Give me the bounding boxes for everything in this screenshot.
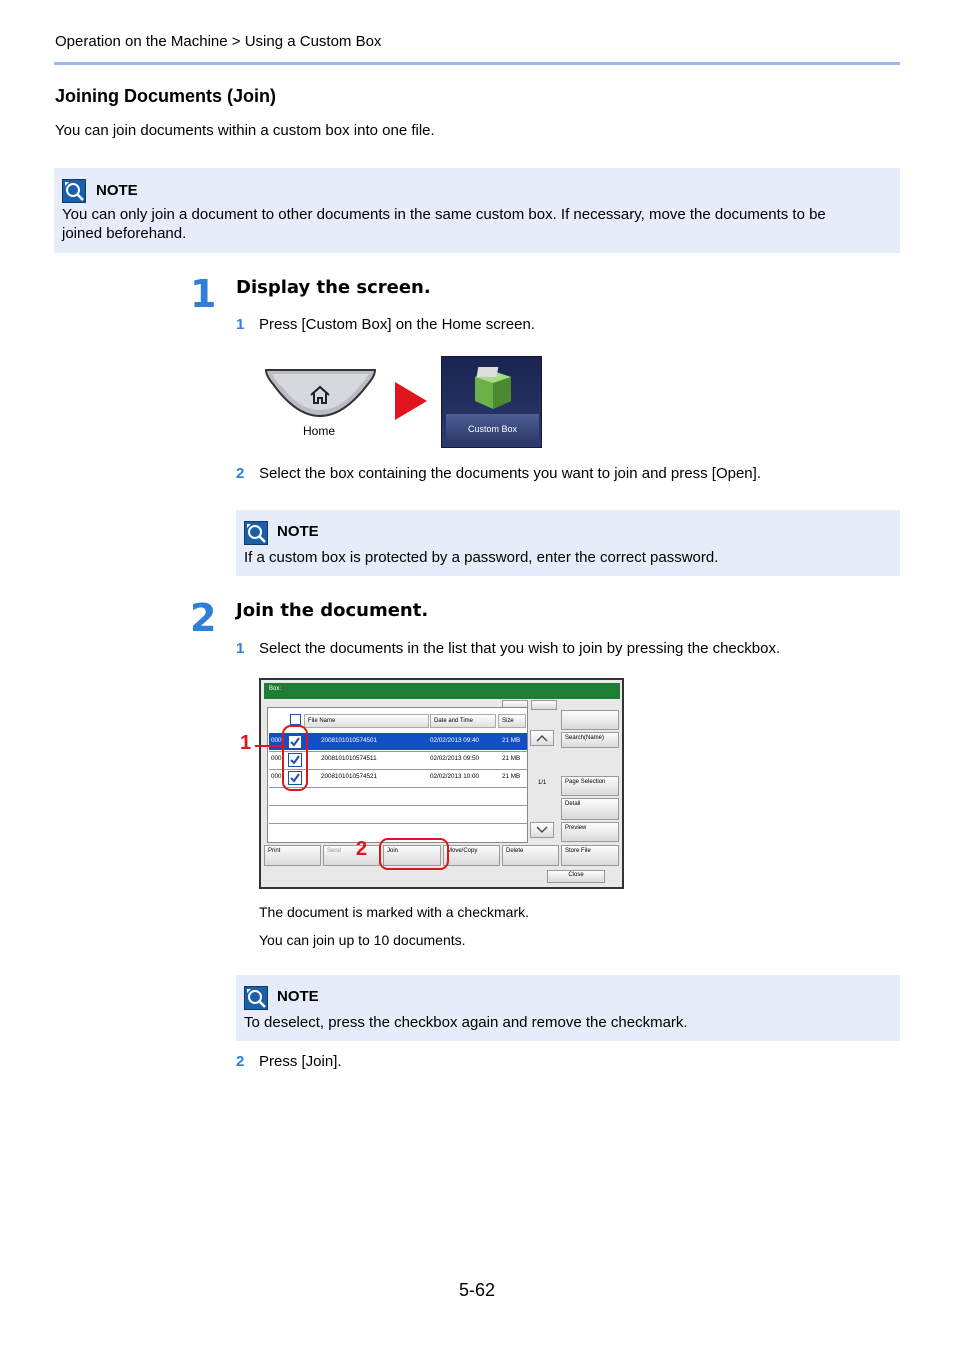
intro-text: You can join documents within a custom box into one file. [55, 122, 435, 139]
search-name-button[interactable]: Search(Name) [561, 732, 619, 748]
note-icon [244, 986, 268, 1010]
row-id: 000 [271, 773, 282, 780]
section-title: Joining Documents (Join) [55, 86, 277, 106]
row-date: 02/02/2013 09:40 [430, 737, 480, 744]
home-label: Home [303, 424, 336, 438]
result-text: The document is marked with a checkmark. [259, 904, 529, 920]
page-selection-button[interactable]: Page Selection [561, 776, 619, 796]
note-text: If a custom box is protected by a password, enter the correct password. [244, 549, 719, 566]
row-file[interactable]: 2008101010574511 [321, 755, 377, 762]
substep-number: 1 [236, 640, 245, 657]
delete-button[interactable]: Delete [502, 845, 559, 866]
row-date: 02/02/2013 09:50 [430, 755, 480, 762]
step-title: Display the screen. [236, 277, 431, 298]
move-copy-button[interactable]: Move/Copy [443, 845, 500, 866]
send-button[interactable]: Send [323, 845, 380, 866]
note-box-1 [54, 168, 900, 253]
note-text: To deselect, press the checkbox again and remove the checkmark. [244, 1014, 688, 1031]
print-button[interactable]: Print [264, 845, 321, 866]
row-date: 02/02/2013 10:00 [430, 773, 480, 780]
home-button-illustration [264, 368, 377, 420]
substep-text: Select the box containing the documents you want to join and press [Open]. [259, 465, 761, 482]
join-button[interactable]: Join [383, 845, 441, 866]
note-box-2 [236, 510, 900, 576]
scroll-down-button[interactable] [530, 822, 554, 838]
page-indicator: 1/1 [538, 780, 547, 786]
row-id: 000 [271, 755, 282, 762]
custom-box-label: Custom Box [446, 414, 539, 444]
substep-text: Press [Join]. [259, 1053, 342, 1070]
col-header-date[interactable]: Date and Time [430, 714, 496, 728]
chevron-up-icon [531, 731, 553, 745]
col-header-size[interactable]: Size [498, 714, 526, 728]
close-label: Close [568, 872, 584, 878]
step-number: 2 [190, 596, 217, 640]
scroll-up-button[interactable] [530, 730, 554, 746]
store-file-button[interactable]: Store File [561, 845, 619, 866]
substep-text: Select the documents in the list that you wish to join by pressing the checkbox. [259, 640, 781, 657]
search-name-field[interactable] [561, 710, 619, 730]
note-box-3 [236, 975, 900, 1041]
chevron-down-icon [531, 823, 553, 837]
substep-text: Press [Custom Box] on the Home screen. [259, 316, 535, 333]
select-all-checkbox[interactable] [290, 714, 301, 725]
home-icon [308, 384, 332, 406]
note-text-line2: joined beforehand. [62, 225, 187, 242]
page-number: 5-62 [459, 1280, 496, 1300]
arrow-right-icon [393, 380, 429, 427]
col-header-file[interactable]: File Name [304, 714, 429, 728]
note-label: NOTE [277, 988, 319, 1005]
row-size: 21 MB [502, 755, 521, 762]
row-size: 21 MB [502, 773, 521, 780]
join-highlight-ring [379, 838, 449, 870]
step-title: Join the document. [236, 600, 429, 621]
row-size: 21 MB [502, 737, 521, 744]
panel-title-bar [264, 683, 620, 699]
callout-number: 2 [356, 838, 368, 860]
limit-text: You can join up to 10 documents. [259, 932, 466, 948]
thumbnail-view-toggle[interactable] [531, 700, 557, 710]
close-button[interactable] [547, 870, 605, 883]
step-number: 1 [190, 272, 217, 316]
checkbox-highlight-ring [282, 725, 308, 791]
box-label: Box: [269, 686, 282, 692]
breadcrumb: Operation on the Machine > Using a Custom Box [55, 33, 382, 50]
detail-button[interactable]: Detail [561, 798, 619, 820]
substep-number: 1 [236, 316, 245, 333]
substep-number: 2 [236, 465, 245, 482]
note-label: NOTE [277, 523, 319, 540]
note-icon [244, 521, 268, 545]
custom-box-icon [467, 363, 517, 413]
row-file[interactable]: 2008101010574521 [321, 773, 378, 780]
row-file[interactable]: 2008101010574501 [321, 737, 378, 744]
note-label: NOTE [96, 182, 138, 199]
custom-box-tile [441, 356, 542, 448]
callout-line [255, 745, 285, 747]
note-icon [62, 179, 86, 203]
substep-number: 2 [236, 1053, 245, 1070]
box-panel-screenshot [259, 678, 624, 889]
note-text-line1: You can only join a document to other documents in the same custom box. If necessary, move the documents to be [62, 206, 826, 223]
preview-button[interactable]: Preview [561, 822, 619, 842]
header-rule [54, 62, 900, 65]
row-id: 000 [271, 737, 282, 744]
callout-number: 1 [240, 732, 252, 754]
